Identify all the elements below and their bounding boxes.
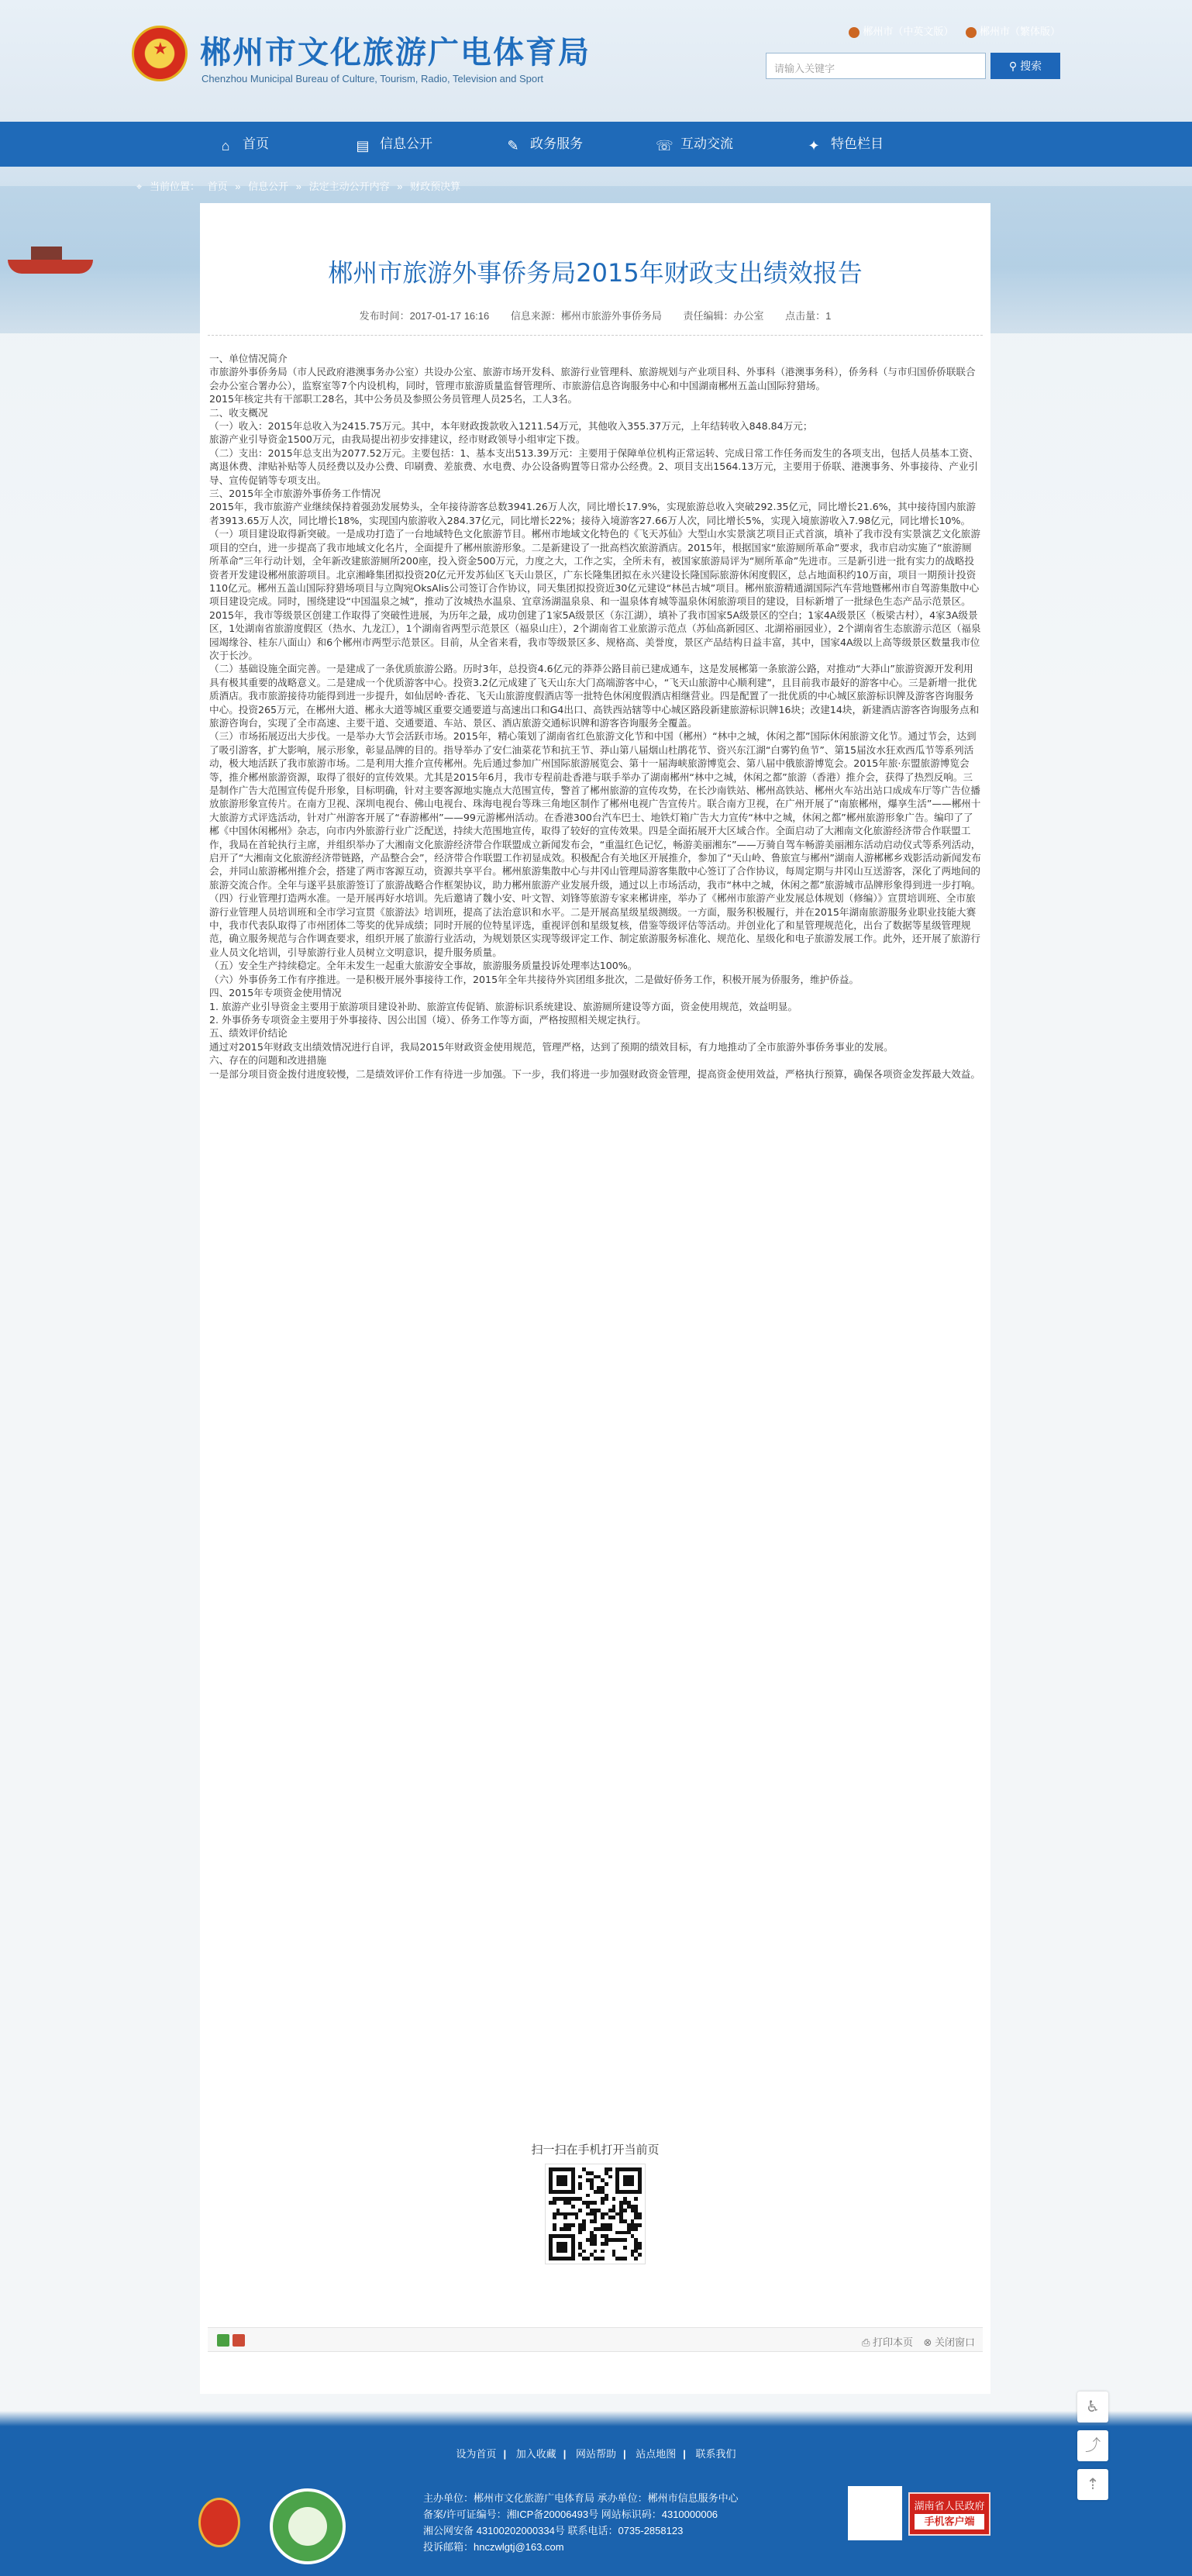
qr-module <box>634 2197 638 2201</box>
article-title: 郴州市旅游外事侨务局2015年财政支出绩效报告 <box>328 258 863 288</box>
qr-module <box>601 2201 605 2205</box>
article-paragraph: 市旅游外事侨务局（市人民政府港澳事务办公室）共设办公室、旅游市场开发科、旅游行业管理科、旅游规划与产业项目科、外事科（港澳事务科），侨务科（与市归国侨侨联联合会办公室合署办公），监察室等7个内设机构，同时，管理市旅游质量监督管理所、市旅游信息咨询服务中心和中国湖南郴州五盖山国际狩猎场。 <box>209 366 976 391</box>
qr-module <box>601 2257 605 2260</box>
chat-icon: ☏ <box>656 138 674 153</box>
top-language-links <box>839 23 1060 38</box>
footer-links: 设为首页 | 加入收藏 | 网站帮助 | 站点地图 | 联系我们 <box>456 2448 736 2460</box>
breadcrumb-budget[interactable]: 财政预决算 <box>410 181 461 192</box>
hunan-gov-app-badge[interactable]: 湖南省人民政府 手机客户端 <box>908 2492 990 2536</box>
article-paragraph: 二、收支概况 <box>209 406 268 419</box>
article-paragraph: 四、2015年专项资金使用情况 <box>209 987 342 999</box>
qr-module <box>638 2253 642 2257</box>
lang-link-english[interactable]: 郴州市（中英文版） <box>849 26 953 37</box>
police-icon-line: 湘公网安备 43100202000334号 联系电话：0735-2858123 <box>423 2525 684 2536</box>
qr-module <box>586 2257 590 2260</box>
article-paragraph: 2. 外事侨务专项资金主要用于外事接待、因公出国（境）、侨务工作等方面，严格按照相关规定执行。 <box>209 1013 646 1026</box>
qr-module <box>623 2246 627 2250</box>
qr-module <box>601 2216 605 2219</box>
qr-module <box>612 2216 616 2219</box>
qr-module <box>605 2182 608 2186</box>
article-paragraph: 2015年核定共有干部职工28名，其中公务员及参照公务员管理人员25名，工人3名。 <box>209 393 578 405</box>
globe-icon <box>849 27 860 38</box>
qr-label: 扫一扫在手机打开当前页 <box>531 2143 660 2157</box>
qr-module <box>553 2227 556 2231</box>
footer-link-contact[interactable]: 联系我们 <box>695 2448 736 2460</box>
qr-module <box>594 2242 598 2246</box>
qr-module <box>623 2257 627 2260</box>
qr-module <box>608 2175 612 2179</box>
globe-icon <box>966 27 977 38</box>
footer-link-help[interactable]: 网站帮助 <box>575 2448 616 2460</box>
breadcrumb: ⌖ 当前位置： 首页 » 信息公开 » 法定主动公开内容 » 财政预决算 <box>136 181 461 192</box>
site-title: 郴州市文化旅游广电体育局 <box>200 35 591 71</box>
wechat-share-icon[interactable] <box>217 2334 229 2347</box>
qr-module <box>578 2209 582 2212</box>
accessibility-icon[interactable]: ♿ <box>1077 2392 1108 2423</box>
breadcrumb-statutory[interactable]: 法定主动公开内容 <box>308 181 390 192</box>
search-button[interactable]: ⚲ 搜索 <box>990 53 1060 79</box>
article-body <box>209 352 981 2329</box>
article-paragraph: （五）安全生产持续稳定。全年未发生一起重大旅游安全事故，旅游服务质量投诉处理率达100%。 <box>209 960 638 972</box>
qr-module <box>634 2257 638 2260</box>
qr-module <box>571 2223 575 2227</box>
article-paragraph: （二）支出：2015年总支出为2077.52万元。主要包括：1、基本支出513.39万元：主要用于保障单位机构正常运转、完成日常工作任务而发生的各项支出，包括人员基本工资、离退休费、津贴补贴等人员经费以及办公费、印刷费、差旅费、水电费、办公设备购置等日常办公经费。2、项目支出1564.13万元，主要用于侨联、港澳事务、外事接待、产业引导、宣传促销等专项支出。 <box>209 447 979 486</box>
banner-boat <box>8 260 93 274</box>
qr-module <box>553 2201 556 2205</box>
close-icon: ⊗ <box>923 2336 935 2348</box>
qr-module <box>578 2186 582 2190</box>
footer-info: 主办单位：郴州市文化旅游广电体育局 承办单位：郴州市信息服务中心 备案/许可证编号：湘ICP备20006493号 网站标识码：4310000006 湘公网安备 43100202000334号 联系电话：0735-2858123 投诉邮箱：hnczwlgtj@163.com <box>423 2490 826 2555</box>
divider <box>208 335 983 336</box>
qr-module <box>638 2223 642 2227</box>
lang-link-traditional[interactable]: 郴州市（繁体版） <box>966 26 1060 37</box>
qr-module <box>563 2216 567 2219</box>
article-paragraph: 三、2015年全市旅游外事侨务工作情况 <box>209 488 381 500</box>
qr-module <box>578 2175 582 2179</box>
home-icon: ⌂ <box>221 138 230 153</box>
qr-module <box>638 2246 642 2250</box>
qr-module <box>594 2201 598 2205</box>
service-icon: ✎ <box>507 138 519 153</box>
banner-boat-cabin <box>31 247 62 260</box>
article-paragraph: （六）外事侨务工作有序推进。一是积极开展外事接待工作，2015年全年共接待外宾团组多批次，二是做好侨务工作，积极开展为侨服务，维护侨益。 <box>209 973 860 985</box>
article-paragraph: （一）项目建设取得新突破。一是成功打造了一台地域特色文化旅游节目。郴州市地域文化特色的《飞天苏仙》大型山水实景演艺项目正式首演，填补了我市没有实景演艺文化旅游项目的空白，进一步提高了我市地域文化名片，全面提升了郴州旅游形象。二是新建设了一批高档次旅游酒店。2015年，根据国家“旅游厕所革命”要求，我市启动实施了“旅游厕所革命”三年行动计划，全年新改建旅游厕所200座，投入资金500万元，力度之大，工作之实，全所未有，被国家旅游局评为“厕所革命”先进市。三是新引进一批有实力的战略投资者开发建设郴州旅游项目。北京湘峰集团拟投资20亿元开发苏仙区飞天山景区，广东长隆集团拟在永兴建设长隆国际旅游休闲度假区，总占地面积约10万亩，项目一期预计投资110亿元。郴州五盖山国际狩猎场项目与立陶宛OksAlis公司签订合作协议，同天集团拟投资近30亿元建设“林邑古城”项目。郴州旅游精通湖国际汽车营地暨郴州市自驾游集散中心项目建设完成。同时，围绕建设“中国温泉之城”，推动了汝城热水温泉、宜章汤湖温泉泉、和一温泉体育城等温泉休闲旅游项目的建设，目标新增了一批绿色生态产品示范景区。2015年，我市等级景区创建工作取得了突破性进展，为历年之最，成功创建了1家5A级景区（东江湖），填补了我市国家5A级景区的空白；1家4A级景区（板梁古村），4家3A级景区，1处湖南省旅游度假区（热水、九龙江），1个湖南省两型示范景区（福泉山庄），2个湖南省工业旅游示范点（苏仙高新园区、北湖裕丽园业），2个湖南省生态旅游示范区（福泉园竭缘谷、桂东八面山）和6个郴州市两型示范景区。目前，从全省来看，我市等级景区多、规格高、美誉度，景区产品结构日益丰富，其中，国家4A级以上高等级景区数量我市位次于长沙。 <box>209 528 981 661</box>
party-gov-badge[interactable] <box>198 2498 240 2547</box>
article-paragraph: 通过对2015年财政支出绩效情况进行自评，我局2015年财政资金使用规范，管理严格，达到了预期的绩效目标，有力地推动了全市旅游外事侨务事业的发展。 <box>209 1040 894 1053</box>
article-paragraph: 2015年，我市旅游产业继续保持着强劲发展势头，全年接待游客总数3941.26万人次，同比增长17.9%，实现旅游总收入突破292.35亿元，同比增长21.6%，其中接待国内旅游者3913.65万人次，同比增长18%，实现国内旅游收入284.37亿元，同比增长22%；接待入境游客27.66万人次，同比增长5%，实现入境旅游收入7.98亿元，同比增长10%。 <box>209 501 977 526</box>
qr-module <box>575 2216 579 2219</box>
qr-module <box>582 2250 586 2254</box>
source: 信息来源：郴州市旅游外事侨务局 <box>510 310 662 322</box>
search-input[interactable]: 请输入关键字 <box>766 53 986 79</box>
publish-time: 发布时间：2017-01-17 16:16 <box>359 310 490 322</box>
share-icon[interactable]: ⤴ <box>1077 2430 1108 2461</box>
article-paragraph: （一）收入：2015年总收入为2415.75万元。其中，本年财政拨款收入1211.54万元，其他收入355.37万元，上年结转收入848.84万元； <box>209 420 813 433</box>
national-emblem-logo <box>132 26 188 81</box>
qr-module <box>623 2238 627 2242</box>
search-icon: ⚲ <box>1008 60 1021 72</box>
qr-module <box>605 2197 608 2201</box>
main-nav <box>0 122 1192 167</box>
weibo-share-icon[interactable] <box>233 2334 245 2347</box>
article-paragraph: 六、存在的问题和改进措施 <box>209 1054 327 1067</box>
close-button[interactable]: ⊗ 关闭窗口 <box>923 2336 975 2348</box>
footer-link-favorite[interactable]: 加入收藏 <box>515 2448 556 2460</box>
print-icon: ⎙ <box>861 2336 873 2348</box>
qr-module <box>634 2227 638 2231</box>
qr-finder <box>556 2242 567 2253</box>
nav-item-interact[interactable]: ☏ 互动交流 <box>656 136 733 153</box>
back-to-top-icon[interactable]: ⇡ <box>1077 2469 1108 2500</box>
qr-module <box>608 2167 612 2171</box>
article-paragraph: （四）行业管理打造两水准。一是开展再好水培训。先后邀请了魏小安、叶文智、刘锋等旅游专家来郴讲座，举办了《郴州市旅游产业发展总体规划（修编）》宣贯培训班、全市旅游行业管理人员培训班和全市学习宣贯《旅游法》培训班，提高了法治意识和水平。二是开展高星级星级测级。一方面，服务积极履行，并在2015年湖南旅游服务业职业技能大赛中，我市代表队取得了市州团体二等奖的优异成绩；同时开展的位特星评选，重视评创和星级复核，借鉴等级评估等活动。并创业化了和星管理规范化，出台了数据等星级管理规范，确立服务规范与合作调查要求，组织开展了旅游行业活动，为规划景区实现等级评定工作、制定旅游服务标准化、规范化、星级化和电子旅游发展工作。此外，还开展了旅游行业人员文化培训，引导旅游行业人员树立文明意识，提升服务质量。 <box>209 892 980 958</box>
qr-module <box>594 2250 598 2254</box>
feature-icon: ✦ <box>808 138 820 153</box>
article-paragraph: （三）市场拓展迈出大步伐。一是举办大节会活跃市场。2015年，精心策划了湖南省红色旅游文化节和中国（郴州）“林中之城，休闲之都”国际休闲旅游文化节。通过节会，达到了吸引游客，扩大影响，展示形象，彰显品牌的目的。指导举办了安仁油菜花节和抗王节、莽山第八届烟山杜鹃花节、资兴东江湖“白雾钓鱼节”、第15届汝水狂欢西瓜节等系列活动，极大地活跃了我市旅游市场。二是利用大推介宣传郴州。先后通过参加广州国际旅游展览会、第十一届海峡旅游博览会、第八届中俄旅游博览会。2015年旅·东盟旅游博览会等，推介郴州旅游资源，取得了很好的宣传效果。尤其是2015年6月，我市专程前赴香港与联手举办了湖南郴州“林中之城，休闲之都”旅游（香港）推介会，获得了热烈反响。三是制作广告大范围宣传促升形象，目标明确，针对主要客源地实施点大范围宣传，警首了郴州旅游的宣传攻势，在长沙南铁站、郴州高铁站、郴州火车站出站口成成车厅等广告位播放旅游形象宣传片。在南方卫视、深圳电视台、佛山电视台、珠海电视台等珠三角地区制作了郴州电视广告宣传片。联合南方卫视，在广州开展了“南旅郴州，爆享生活”——郴州十大旅游方式评选活动，针对广州游客开展了“春游郴州”——99元游郴州活动。在香港300台汽车巴士、地铁灯箱广告大力宣传“林中之城，休闲之都”郴州旅游形象广告。编印了了郴《中国休闲郴州》杂志，向市内外旅游行业广泛配送，持续大范围地宣传，取得了较好的宣传效果。四是全面拓展开大区域合作。全面启动了大湘南文化旅游经济带合作联盟工作，我局在首轮执行主席，并组织举办了大湘南文化旅游经济带合作联盟成立新闻发布会，“重温红色记忆，畅游美丽湘东”——万骑自驾车畅游美丽湘东活动启动仪式等系列活动，启开了“大湘南文化旅游经济带链路，产品整合会”，经济带合作联盟工作初显成效。积极配合有关地区开展推介，参加了“天山岭、鲁旅宣与郴州”湖南人游郴郴乡戏影活动新闻发布会，并同山旅游郴州推介会，搭建了两市客源互动，资源共享平台。郴州旅游集散中心与井冈山管理局游客集散中心签订了合作协议，每周定期与井冈山互送游客，深化了两地间的旅游交流合作。全年与遂平县旅游签订了旅游战略合作框架协议，助力郴州旅游产业发展升级，通过以上市场活动，我市“林中之城，休闲之都”旅游城市品牌形象得到进一步打响。 <box>209 730 981 891</box>
site-subtitle: Chenzhou Municipal Bureau of Culture, Tourism, Radio, Television and Sport <box>202 73 544 84</box>
qr-module <box>586 2194 590 2198</box>
article-toolbar <box>208 2327 983 2352</box>
location-icon: ⌖ <box>136 181 143 192</box>
print-button[interactable]: ⎙ 打印本页 <box>861 2336 913 2348</box>
footer-qr-code <box>848 2486 902 2540</box>
qr-finder <box>556 2175 567 2186</box>
gov-error-correction-badge[interactable] <box>270 2488 346 2564</box>
qr-module <box>594 2219 598 2223</box>
article-paragraph: 五、绩效评价结论 <box>209 1027 288 1040</box>
qr-module <box>567 2227 571 2231</box>
editor: 责任编辑：办公室 <box>683 310 764 322</box>
article-paragraph: 一是部分项目资金拨付进度较慢，二是绩效评价工作有待进一步加强。下一步，我们将进一步加强财政资金管理，提高资金使用效益，严格执行预算，确保各项资金发挥最大效益。 <box>209 1067 980 1080</box>
page-qr-code <box>546 2164 645 2264</box>
article-paragraph: 旅游产业引导资金1500万元，由我局提出初步安排建议，经市财政领导小组审定下拨。 <box>209 433 586 446</box>
article-meta <box>200 308 990 322</box>
breadcrumb-home[interactable]: 首页 <box>207 181 228 192</box>
article-panel <box>200 203 990 2394</box>
nav-item-home[interactable]: ⌂ 首页 <box>153 122 333 167</box>
footer-link-sitemap[interactable]: 站点地图 <box>636 2448 677 2460</box>
qr-module <box>601 2250 605 2254</box>
footer-link-homepage[interactable]: 设为首页 <box>456 2448 497 2460</box>
qr-module <box>623 2209 627 2212</box>
breadcrumb-info[interactable]: 信息公开 <box>248 181 289 192</box>
qr-module <box>553 2216 556 2219</box>
nav-item-info[interactable]: ▤ 信息公开 <box>356 136 432 153</box>
qr-module <box>582 2227 586 2231</box>
qr-module <box>578 2231 582 2235</box>
article-paragraph: （二）基础设施全面完善。一是建成了一条优质旅游公路。历时3年，总投资4.6亿元的莽莽公路目前已建成通车，这是发展郴第一条旅游公路，对推动“大莽山”旅游资源开发利用具有极其重要的战略意义。二是建成一个优质游客中心。投资3.2亿元成建了飞天山东大门高端游客中心，“飞天山旅游中心顺利建”，且目前我市最好的游客中心。三是新增一批优质酒店。我市旅游接待功能得到进一步提升，如仙居岭·香花、飞天山旅游度假酒店等一批特色休闲度假酒店相继营业。四是配置了一批优质的中心城区旅游标识牌及游客咨询服务中心。投资265万元，在郴州大道、郴永大道等城区重要交通要道与高速出口和G4出口、高铁西站辖等中心城区路段新建旅游标识牌16块；改建14块，新建酒店游客咨询服务点和旅游咨询台，实现了全市高速、主要干道、交通要道、车站、景区、酒店旅游交通标识牌和游客咨询服务全覆盖。 <box>209 663 980 729</box>
click-count: 点击量：1 <box>785 310 832 322</box>
qr-finder <box>623 2175 634 2186</box>
qr-module <box>608 2227 612 2231</box>
qr-module <box>605 2242 608 2246</box>
qr-module <box>638 2216 642 2219</box>
nav-item-service[interactable]: ✎ 政务服务 <box>454 122 634 167</box>
article-paragraph: 1. 旅游产业引导资金主要用于旅游项目建设补助、旅游宣传促销、旅游标识系统建设、旅游厕所建设等方面，资金使用规范，效益明显。 <box>209 1000 798 1012</box>
article-paragraph: 一、单位情况简介 <box>209 353 288 364</box>
info-icon: ▤ <box>356 138 370 153</box>
qr-module <box>571 2205 575 2209</box>
qr-module <box>612 2197 616 2201</box>
nav-item-feature[interactable]: ✦ 特色栏目 <box>755 122 935 167</box>
